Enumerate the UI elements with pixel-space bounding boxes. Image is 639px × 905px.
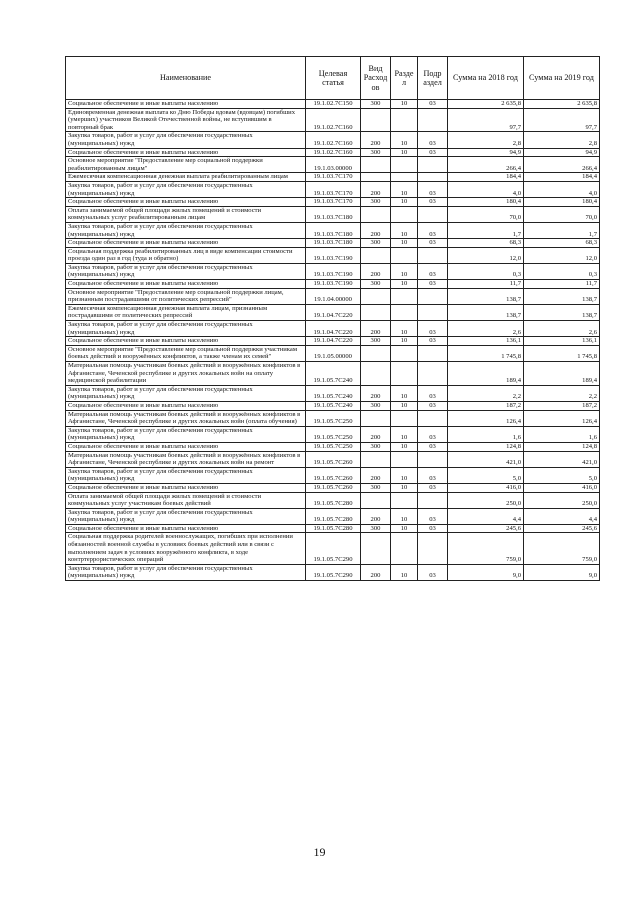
row-amount-2018: 421,0 <box>448 451 524 467</box>
row-section <box>391 410 418 426</box>
row-name: Социальное обеспечение и иные выплаты населению <box>66 280 306 289</box>
table-row <box>66 345 600 361</box>
row-amount-2019: 1,6 <box>524 426 600 442</box>
row-name: Закупка товаров, работ и услуг для обеспечения государственных (муниципальных) нужд <box>66 564 306 580</box>
row-expense-type: 300 <box>361 198 391 207</box>
row-expense-type: 200 <box>361 263 391 279</box>
row-expense-type: 200 <box>361 467 391 483</box>
table-row <box>66 148 600 157</box>
row-amount-2019: 266,4 <box>524 157 600 173</box>
table-row <box>66 321 600 337</box>
row-section <box>391 288 418 304</box>
row-target-article: 19.1.04.7С220 <box>306 321 361 337</box>
row-subsection: 03 <box>418 280 448 289</box>
row-amount-2019: 250,0 <box>524 492 600 508</box>
table-row <box>66 524 600 533</box>
table-row <box>66 337 600 346</box>
row-section: 10 <box>391 426 418 442</box>
row-amount-2019: 68,3 <box>524 239 600 248</box>
row-subsection <box>418 108 448 132</box>
row-section: 10 <box>391 401 418 410</box>
row-target-article: 19.1.05.7С280 <box>306 492 361 508</box>
row-target-article: 19.1.05.7С260 <box>306 483 361 492</box>
table-row <box>66 533 600 564</box>
row-name: Социальное обеспечение и иные выплаты населению <box>66 401 306 410</box>
row-amount-2018: 9,0 <box>448 564 524 580</box>
row-target-article: 19.1.05.7С240 <box>306 401 361 410</box>
row-expense-type: 200 <box>361 222 391 238</box>
row-amount-2019: 1 745,8 <box>524 345 600 361</box>
row-target-article: 19.1.02.7С150 <box>306 100 361 109</box>
row-subsection: 03 <box>418 426 448 442</box>
row-target-article: 19.1.05.7С240 <box>306 385 361 401</box>
row-amount-2019: 2,2 <box>524 385 600 401</box>
row-expense-type <box>361 304 391 320</box>
table-row <box>66 426 600 442</box>
row-amount-2018: 2,6 <box>448 321 524 337</box>
row-amount-2018: 189,4 <box>448 362 524 386</box>
row-expense-type: 300 <box>361 239 391 248</box>
row-expense-type <box>361 288 391 304</box>
table-row <box>66 222 600 238</box>
row-name: Единовременная денежная выплата ко Дню Победы вдовам (вдовцам) погибших (умерших) участников Великой Отечественной войны, не вступившим в повторный брак <box>66 108 306 132</box>
row-name: Социальное обеспечение и иные выплаты населению <box>66 483 306 492</box>
row-expense-type: 300 <box>361 100 391 109</box>
row-amount-2019: 180,4 <box>524 198 600 207</box>
row-target-article: 19.1.05.7С250 <box>306 442 361 451</box>
row-subsection: 03 <box>418 401 448 410</box>
row-target-article: 19.1.05.7С280 <box>306 508 361 524</box>
row-target-article: 19.1.03.7С180 <box>306 239 361 248</box>
row-expense-type: 200 <box>361 181 391 197</box>
row-name: Закупка товаров, работ и услуг для обеспечения государственных (муниципальных) нужд <box>66 181 306 197</box>
row-subsection: 03 <box>418 148 448 157</box>
row-section: 10 <box>391 148 418 157</box>
column-header-target: Целевая статья <box>306 57 361 100</box>
row-amount-2018: 138,7 <box>448 288 524 304</box>
row-name: Социальное обеспечение и иные выплаты населению <box>66 100 306 109</box>
row-amount-2018: 126,4 <box>448 410 524 426</box>
row-subsection: 03 <box>418 467 448 483</box>
row-expense-type: 300 <box>361 148 391 157</box>
row-section: 10 <box>391 181 418 197</box>
row-section: 10 <box>391 239 418 248</box>
row-subsection: 03 <box>418 524 448 533</box>
row-amount-2018: 2,8 <box>448 132 524 148</box>
column-header-razdel: Разде л <box>391 57 418 100</box>
row-amount-2018: 1,6 <box>448 426 524 442</box>
row-name: Закупка товаров, работ и услуг для обеспечения государственных (муниципальных) нужд <box>66 426 306 442</box>
row-name: Материальная помощь участникам боевых действий и вооружённых конфликтов в Афганистане, Чеченской республике и других локальных войн на оплату медицинской реабилитации <box>66 362 306 386</box>
row-subsection: 03 <box>418 564 448 580</box>
row-subsection: 03 <box>418 483 448 492</box>
row-expense-type <box>361 173 391 182</box>
row-amount-2019: 245,6 <box>524 524 600 533</box>
row-expense-type <box>361 451 391 467</box>
row-section: 10 <box>391 100 418 109</box>
row-expense-type: 200 <box>361 132 391 148</box>
row-section <box>391 157 418 173</box>
row-section <box>391 492 418 508</box>
row-subsection: 03 <box>418 132 448 148</box>
row-amount-2019: 2 635,8 <box>524 100 600 109</box>
row-target-article: 19.1.05.7С250 <box>306 426 361 442</box>
table-row <box>66 263 600 279</box>
row-amount-2018: 12,0 <box>448 247 524 263</box>
row-amount-2018: 0,3 <box>448 263 524 279</box>
row-amount-2019: 2,8 <box>524 132 600 148</box>
table-row <box>66 100 600 109</box>
row-subsection: 03 <box>418 263 448 279</box>
row-amount-2019: 4,4 <box>524 508 600 524</box>
row-expense-type: 200 <box>361 564 391 580</box>
row-amount-2018: 11,7 <box>448 280 524 289</box>
row-amount-2019: 138,7 <box>524 304 600 320</box>
row-name: Ежемесячная компенсационная денежная выплата реабилитированным лицам <box>66 173 306 182</box>
row-subsection: 03 <box>418 337 448 346</box>
row-subsection: 03 <box>418 198 448 207</box>
row-name: Закупка товаров, работ и услуг для обеспечения государственных (муниципальных) нужд <box>66 263 306 279</box>
page-number: 19 <box>313 845 326 859</box>
row-amount-2019: 126,4 <box>524 410 600 426</box>
row-subsection <box>418 492 448 508</box>
row-name: Закупка товаров, работ и услуг для обеспечения государственных (муниципальных) нужд <box>66 321 306 337</box>
row-subsection: 03 <box>418 222 448 238</box>
row-name: Оплата занимаемой общей площади жилых помещений и стоимости коммунальных услуг реабилитированным лицам <box>66 206 306 222</box>
table-row <box>66 132 600 148</box>
row-section: 10 <box>391 508 418 524</box>
row-amount-2018: 184,4 <box>448 173 524 182</box>
table-row <box>66 508 600 524</box>
row-subsection <box>418 451 448 467</box>
row-target-article: 19.1.03.7С170 <box>306 181 361 197</box>
row-amount-2019: 94,9 <box>524 148 600 157</box>
row-target-article: 19.1.05.7С290 <box>306 533 361 564</box>
row-amount-2019: 136,1 <box>524 337 600 346</box>
row-target-article: 19.1.03.7С170 <box>306 198 361 207</box>
row-target-article: 19.1.03.7С190 <box>306 263 361 279</box>
row-target-article: 19.1.03.7С190 <box>306 247 361 263</box>
row-amount-2018: 97,7 <box>448 108 524 132</box>
row-amount-2018: 68,3 <box>448 239 524 248</box>
row-name: Социальное обеспечение и иные выплаты населению <box>66 239 306 248</box>
row-amount-2019: 12,0 <box>524 247 600 263</box>
table-row <box>66 451 600 467</box>
row-expense-type <box>361 108 391 132</box>
row-amount-2019: 11,7 <box>524 280 600 289</box>
row-subsection <box>418 304 448 320</box>
row-expense-type <box>361 410 391 426</box>
column-header-sum-2018: Сумма на 2018 год <box>448 57 524 100</box>
row-target-article: 19.1.03.7С170 <box>306 173 361 182</box>
row-amount-2018: 136,1 <box>448 337 524 346</box>
row-amount-2018: 759,0 <box>448 533 524 564</box>
row-target-article: 19.1.02.7С160 <box>306 148 361 157</box>
row-amount-2018: 1,7 <box>448 222 524 238</box>
row-target-article: 19.1.02.7С160 <box>306 108 361 132</box>
row-name: Социальное обеспечение и иные выплаты населению <box>66 337 306 346</box>
row-section <box>391 304 418 320</box>
row-name: Основное мероприятие "Предоставление мер социальной поддержки лицам, признанным пострадавшими от политических репрессий" <box>66 288 306 304</box>
row-amount-2018: 180,4 <box>448 198 524 207</box>
row-subsection <box>418 362 448 386</box>
row-amount-2019: 9,0 <box>524 564 600 580</box>
row-subsection: 03 <box>418 321 448 337</box>
row-subsection: 03 <box>418 239 448 248</box>
table-row <box>66 304 600 320</box>
row-name: Социальная поддержка реабилитированных лиц в виде компенсации стоимости проезда один раз в год (туда и обратно) <box>66 247 306 263</box>
table-body <box>66 100 600 581</box>
row-amount-2019: 184,4 <box>524 173 600 182</box>
table-row <box>66 239 600 248</box>
row-section: 10 <box>391 524 418 533</box>
row-amount-2019: 187,2 <box>524 401 600 410</box>
row-amount-2019: 124,8 <box>524 442 600 451</box>
row-name: Основное мероприятие "Предоставление мер социальной поддержки участникам боевых действий и вооружённых конфликтов, а также членам их семей" <box>66 345 306 361</box>
row-target-article: 19.1.03.7С190 <box>306 280 361 289</box>
row-name: Закупка товаров, работ и услуг для обеспечения государственных (муниципальных) нужд <box>66 508 306 524</box>
row-section: 10 <box>391 280 418 289</box>
row-target-article: 19.1.05.7С260 <box>306 467 361 483</box>
row-amount-2018: 94,9 <box>448 148 524 157</box>
row-amount-2018: 124,8 <box>448 442 524 451</box>
row-amount-2019: 0,3 <box>524 263 600 279</box>
row-subsection: 03 <box>418 100 448 109</box>
table-row <box>66 564 600 580</box>
row-section: 10 <box>391 321 418 337</box>
row-subsection <box>418 206 448 222</box>
row-section: 10 <box>391 385 418 401</box>
row-amount-2019: 1,7 <box>524 222 600 238</box>
row-expense-type <box>361 345 391 361</box>
row-section: 10 <box>391 442 418 451</box>
row-amount-2018: 138,7 <box>448 304 524 320</box>
row-amount-2018: 245,6 <box>448 524 524 533</box>
row-amount-2019: 138,7 <box>524 288 600 304</box>
row-target-article: 19.1.04.7С220 <box>306 337 361 346</box>
row-target-article: 19.1.05.7С260 <box>306 451 361 467</box>
row-expense-type: 300 <box>361 401 391 410</box>
row-section <box>391 451 418 467</box>
table-row <box>66 198 600 207</box>
row-target-article: 19.1.05.7С290 <box>306 564 361 580</box>
column-header-sum-2019: Сумма на 2019 год <box>524 57 600 100</box>
budget-table <box>65 56 600 581</box>
row-name: Социальное обеспечение и иные выплаты населению <box>66 524 306 533</box>
row-section <box>391 108 418 132</box>
table-row <box>66 280 600 289</box>
row-subsection: 03 <box>418 181 448 197</box>
row-section: 10 <box>391 198 418 207</box>
row-amount-2018: 187,2 <box>448 401 524 410</box>
budget-page <box>65 56 599 581</box>
row-name: Ежемесячная компенсационная денежная выплата лицам, признанным пострадавшими от политических репрессий <box>66 304 306 320</box>
row-subsection <box>418 288 448 304</box>
table-row <box>66 401 600 410</box>
table-row <box>66 483 600 492</box>
row-target-article: 19.1.05.7С280 <box>306 524 361 533</box>
table-row <box>66 362 600 386</box>
row-name: Материальная помощь участникам боевых действий и вооружённых конфликтов в Афганистане, Чеченской республике и других локальных войн (оплата обучения) <box>66 410 306 426</box>
row-expense-type: 300 <box>361 483 391 492</box>
row-expense-type: 200 <box>361 426 391 442</box>
table-row <box>66 385 600 401</box>
row-expense-type: 300 <box>361 280 391 289</box>
table-header-row <box>66 57 600 100</box>
table-row <box>66 173 600 182</box>
row-expense-type <box>361 206 391 222</box>
row-name: Закупка товаров, работ и услуг для обеспечения государственных (муниципальных) нужд <box>66 222 306 238</box>
row-subsection <box>418 345 448 361</box>
row-amount-2019: 189,4 <box>524 362 600 386</box>
row-section: 10 <box>391 467 418 483</box>
row-amount-2018: 2 635,8 <box>448 100 524 109</box>
table-row <box>66 492 600 508</box>
column-header-name: Наименование <box>66 57 306 100</box>
row-amount-2019: 4,0 <box>524 181 600 197</box>
row-expense-type <box>361 362 391 386</box>
row-target-article: 19.1.05.00000 <box>306 345 361 361</box>
table-row <box>66 206 600 222</box>
row-amount-2019: 97,7 <box>524 108 600 132</box>
row-amount-2019: 416,0 <box>524 483 600 492</box>
row-subsection <box>418 157 448 173</box>
row-section <box>391 345 418 361</box>
row-section: 10 <box>391 263 418 279</box>
row-expense-type: 300 <box>361 442 391 451</box>
row-amount-2018: 1 745,8 <box>448 345 524 361</box>
row-target-article: 19.1.03.7С180 <box>306 206 361 222</box>
row-section <box>391 362 418 386</box>
row-name: Закупка товаров, работ и услуг для обеспечения государственных (муниципальных) нужд <box>66 132 306 148</box>
row-section <box>391 173 418 182</box>
table-row <box>66 288 600 304</box>
row-expense-type: 200 <box>361 385 391 401</box>
row-name: Закупка товаров, работ и услуг для обеспечения государственных (муниципальных) нужд <box>66 467 306 483</box>
row-section <box>391 533 418 564</box>
row-section <box>391 247 418 263</box>
row-name: Социальное обеспечение и иные выплаты населению <box>66 198 306 207</box>
column-header-podrazdel: Подр аздел <box>418 57 448 100</box>
table-row <box>66 410 600 426</box>
row-subsection: 03 <box>418 442 448 451</box>
row-name: Социальная поддержка родителей военнослужащих, погибших при исполнении обязанностей военной службы в условиях боевых действий или в связи с выполнением задач в условиях вооружённого конфликта, в ходе контртеррористических операций <box>66 533 306 564</box>
row-name: Социальное обеспечение и иные выплаты населению <box>66 442 306 451</box>
column-header-vid: Вид Расход ов <box>361 57 391 100</box>
row-subsection <box>418 533 448 564</box>
row-amount-2018: 266,4 <box>448 157 524 173</box>
row-amount-2019: 2,6 <box>524 321 600 337</box>
row-subsection <box>418 247 448 263</box>
table-row <box>66 181 600 197</box>
row-section: 10 <box>391 132 418 148</box>
row-section <box>391 206 418 222</box>
row-name: Материальная помощь участникам боевых действий и вооружённых конфликтов в Афганистане, Чеченской республике и других локальных войн на ремонт <box>66 451 306 467</box>
row-amount-2018: 5,0 <box>448 467 524 483</box>
row-amount-2018: 4,4 <box>448 508 524 524</box>
row-expense-type <box>361 533 391 564</box>
row-expense-type: 300 <box>361 524 391 533</box>
row-target-article: 19.1.04.00000 <box>306 288 361 304</box>
row-name: Основное мероприятие "Предоставление мер социальной поддержки реабилитированным лицам" <box>66 157 306 173</box>
row-target-article: 19.1.05.7С240 <box>306 362 361 386</box>
row-expense-type: 300 <box>361 337 391 346</box>
row-subsection <box>418 173 448 182</box>
table-row <box>66 157 600 173</box>
row-subsection: 03 <box>418 385 448 401</box>
table-row <box>66 108 600 132</box>
row-section: 10 <box>391 483 418 492</box>
row-expense-type <box>361 247 391 263</box>
row-expense-type: 200 <box>361 508 391 524</box>
row-amount-2018: 70,0 <box>448 206 524 222</box>
row-expense-type: 200 <box>361 321 391 337</box>
row-target-article: 19.1.04.7С220 <box>306 304 361 320</box>
table-row <box>66 442 600 451</box>
row-amount-2019: 759,0 <box>524 533 600 564</box>
row-section: 10 <box>391 222 418 238</box>
row-amount-2019: 5,0 <box>524 467 600 483</box>
row-subsection: 03 <box>418 508 448 524</box>
row-name: Оплата занимаемой общей площади жилых помещений и стоимости коммунальных услуг участникам боевых действий <box>66 492 306 508</box>
row-amount-2018: 416,0 <box>448 483 524 492</box>
row-name: Закупка товаров, работ и услуг для обеспечения государственных (муниципальных) нужд <box>66 385 306 401</box>
table-row <box>66 467 600 483</box>
table-row <box>66 247 600 263</box>
row-section: 10 <box>391 564 418 580</box>
row-target-article: 19.1.03.00000 <box>306 157 361 173</box>
row-amount-2019: 70,0 <box>524 206 600 222</box>
row-subsection <box>418 410 448 426</box>
row-amount-2018: 2,2 <box>448 385 524 401</box>
row-expense-type <box>361 157 391 173</box>
row-name: Социальное обеспечение и иные выплаты населению <box>66 148 306 157</box>
row-target-article: 19.1.03.7С180 <box>306 222 361 238</box>
row-amount-2019: 421,0 <box>524 451 600 467</box>
row-amount-2018: 4,0 <box>448 181 524 197</box>
row-section: 10 <box>391 337 418 346</box>
row-expense-type <box>361 492 391 508</box>
row-target-article: 19.1.05.7С250 <box>306 410 361 426</box>
row-amount-2018: 250,0 <box>448 492 524 508</box>
row-target-article: 19.1.02.7С160 <box>306 132 361 148</box>
